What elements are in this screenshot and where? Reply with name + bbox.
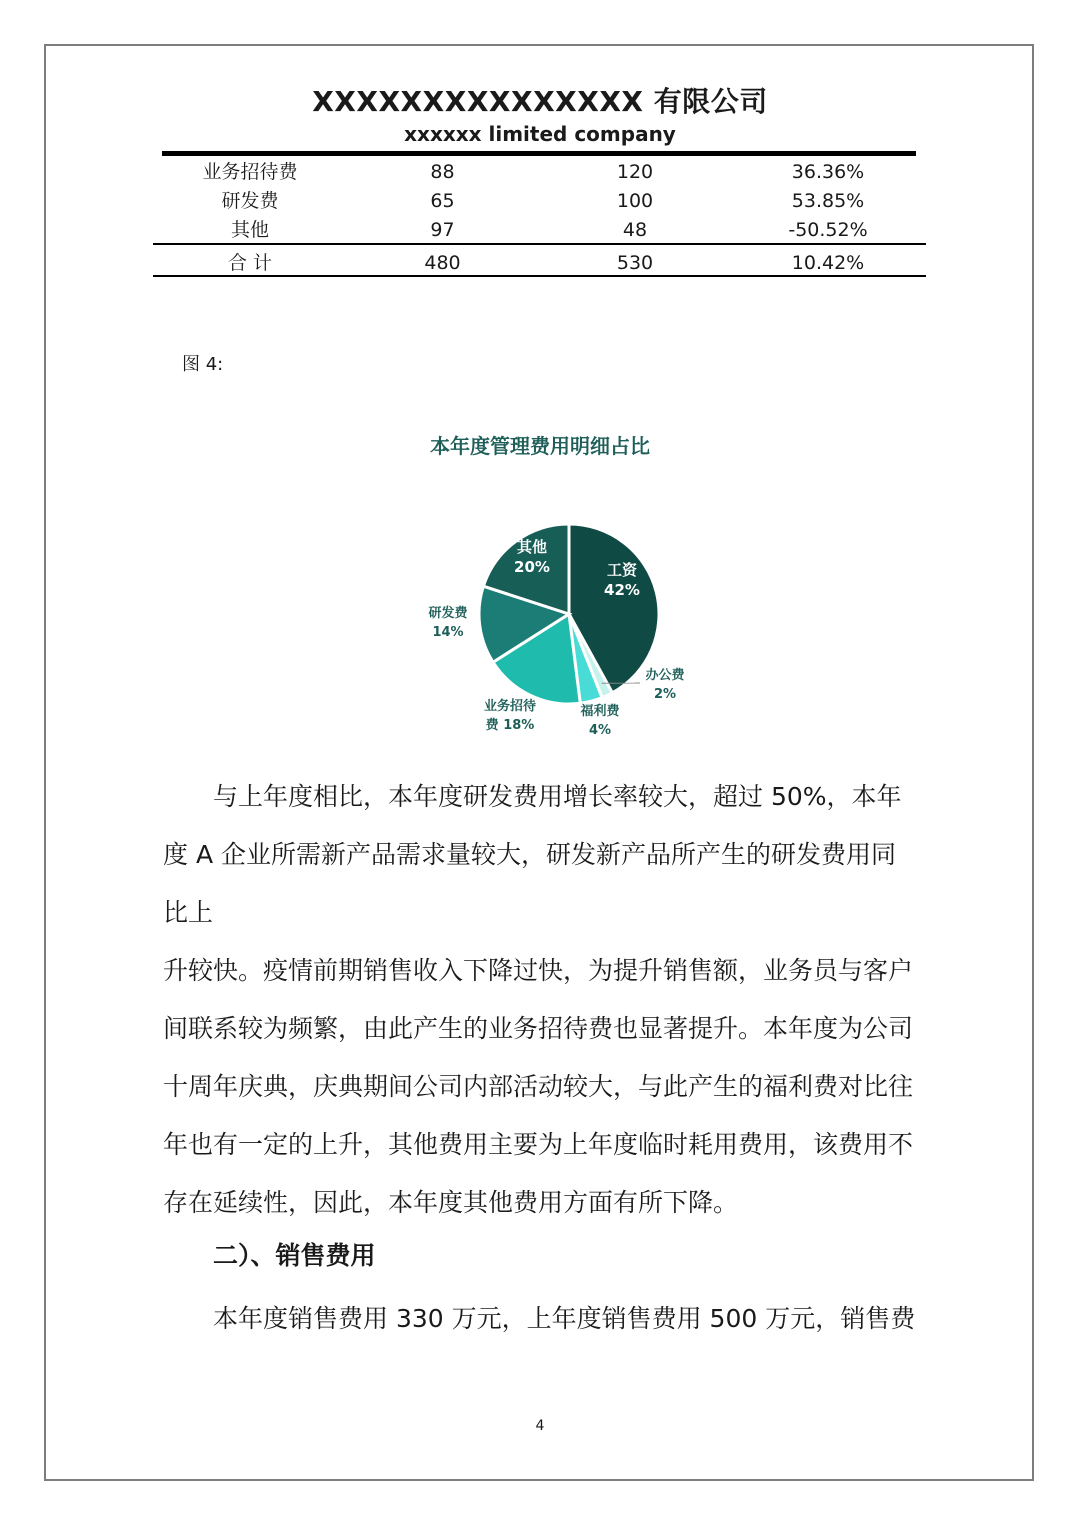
slice-percent: 2%	[653, 687, 677, 702]
table-total-row	[155, 249, 926, 277]
table-cell: 97	[430, 219, 455, 241]
table-cell: 480	[424, 252, 461, 274]
slice-name: 办公费	[645, 668, 685, 683]
slice-percent: 费 18%	[485, 718, 535, 733]
company-name-cn: XXXXXXXXXXXXXXX 有限公司	[312, 85, 768, 118]
table-cell: -50.52%	[788, 219, 868, 241]
body-line: 间联系较为频繁，由此产生的业务招待费也显著提升。本年度为公司	[163, 1014, 914, 1043]
table-rule	[153, 243, 926, 245]
slice-percent: 20%	[514, 558, 550, 576]
table-cell: 10.42%	[791, 252, 865, 274]
table-cell: 100	[616, 190, 654, 212]
slice-name: 其他	[516, 538, 548, 556]
slice-label	[428, 605, 468, 640]
slice-name: 研发费	[428, 606, 468, 621]
body-line: 本年度销售费用 330 万元，上年度销售费用 500 万元，销售费	[213, 1304, 916, 1333]
slice-name: 工资	[606, 561, 638, 579]
body-line: 年也有一定的上升，其他费用主要为上年度临时耗用费用，该费用不	[163, 1130, 914, 1159]
table-cell: 业务招待费	[202, 161, 298, 183]
chart-title: 本年度管理费用明细占比	[430, 434, 650, 458]
table-cell: 120	[616, 161, 654, 183]
body-line: 比上	[163, 898, 214, 927]
table-cell: 53.85%	[791, 190, 865, 212]
slice-percent: 42%	[604, 581, 640, 599]
page-number: 4	[535, 1418, 545, 1434]
table-row	[155, 158, 926, 186]
table-cell: 36.36%	[791, 161, 865, 183]
slice-name: 福利费	[580, 704, 620, 719]
table-row	[155, 216, 926, 244]
table-cell: 48	[622, 219, 648, 241]
company-name-en: xxxxxx limited company	[404, 122, 676, 146]
slice-label	[484, 698, 536, 733]
body-line: 十周年庆典，庆典期间公司内部活动较大，与此产生的福利费对比往	[163, 1072, 914, 1101]
slice-name: 业务招待	[483, 699, 537, 714]
table-cell: 研发费	[221, 190, 279, 212]
body-line: 存在延续性，因此，本年度其他费用方面有所下降。	[163, 1188, 739, 1217]
table-cell: 88	[430, 161, 455, 183]
header-rule	[162, 151, 916, 156]
body-line: 升较快。疫情前期销售收入下降过快，为提升销售额，业务员与客户	[163, 956, 914, 985]
table-row	[155, 187, 926, 215]
table-cell: 65	[430, 190, 455, 212]
pie-chart	[400, 505, 700, 755]
body-line: 度 A 企业所需新产品需求量较大，研发新产品所产生的研发费用同	[163, 840, 896, 869]
slice-percent: 4%	[588, 723, 612, 738]
section-heading: 二）、销售费用	[213, 1241, 376, 1270]
table-cell: 其他	[230, 219, 269, 241]
slice-label	[579, 703, 620, 738]
table-bottom-rule	[153, 275, 926, 277]
table-cell: 530	[616, 252, 654, 274]
table-cell: 合 计	[227, 252, 273, 274]
slice-percent: 14%	[432, 625, 464, 640]
slice-label	[645, 667, 685, 702]
body-line: 与上年度相比，本年度研发费用增长率较大，超过 50%，本年	[213, 782, 902, 811]
figure-label: 图 4:	[182, 354, 224, 375]
